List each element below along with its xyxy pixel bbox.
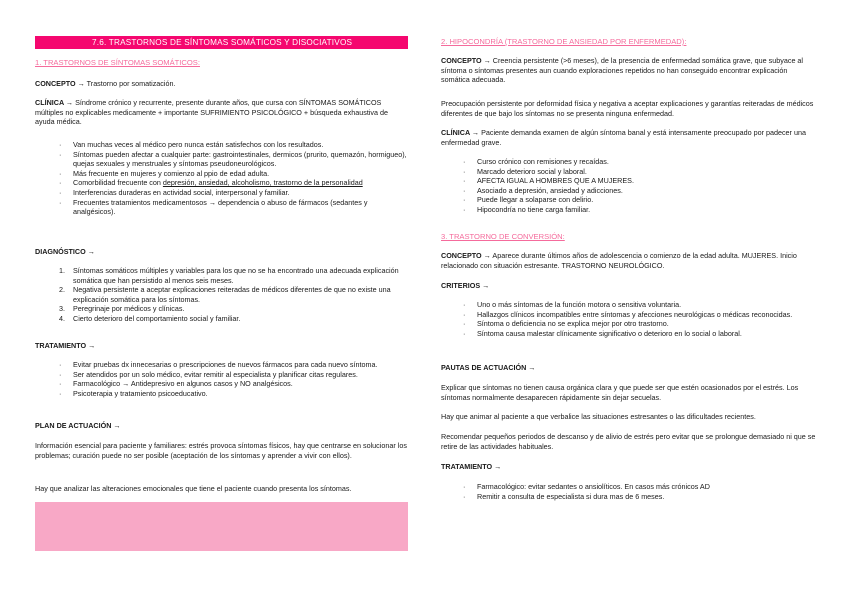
comorbilidad-lead: Comorbilidad frecuente con [73, 178, 163, 188]
plan-paragraph-1: Información esencial para paciente y familiares: estrés provoca síntomas físicos, hay que centrarse en solucionar los problemas; curación puede no ser posible (aceptación de los síntomas y aprender a vivir con ellos). [35, 441, 407, 460]
clinica-1-label: CLÍNICA → [35, 98, 74, 107]
list-item: 4. Cierto deterioro del comportamiento social y familiar. [59, 313, 241, 323]
concepto-1-label: CONCEPTO → [35, 79, 85, 88]
list-item: · Más frecuente en mujeres y comienzo al ppio de edad adulta. [59, 169, 408, 179]
list-item: · Farmacológico: evitar sedantes o ansiolíticos. En casos más crónicos AD [463, 482, 817, 492]
diagnostico-title: DIAGNÓSTICO → [35, 247, 95, 256]
list-item: · Curso crónico con remisiones y recaídas. [463, 157, 817, 167]
diagnostico-list [59, 266, 408, 324]
concepto-1-text: Trastorno por somatización. [86, 79, 176, 88]
list-item: · Asociado a depresión, ansiedad y adicciones. [463, 186, 817, 196]
highlight-box [35, 502, 408, 551]
diagnostico-item: Cierto deterioro del comportamiento social y familiar. [73, 313, 241, 323]
criterios-list [463, 300, 817, 338]
clinica-2 [441, 128, 817, 147]
list-item: · Van muchas veces al médico pero nunca están satisfechos con los resultados. [59, 140, 408, 150]
list-item: · Farmacológico → Antidepresivo en algunos casos y NO analgésicos. [59, 379, 408, 389]
pautas-title: PAUTAS DE ACTUACIÓN → [441, 363, 536, 372]
concepto-3-text: Aparece durante últimos años de adolescencia o comienzo de la edad adulta. MUJERES. Inicio relacionado con situación estresante. TRASTORNO NEUROLÓGICO. [441, 251, 797, 270]
list-item: · Hipocondría no tiene carga familiar. [463, 205, 817, 215]
comorbilidad-terms: depresión, ansiedad, alcoholismo, trastorno de la personalidad [162, 178, 363, 188]
list-item: · Remitir a consulta de especialista si dura mas de 6 meses. [463, 492, 817, 502]
preocupacion-paragraph: Preocupación persistente por deformidad física y negativa a aceptar explicaciones y garantías reiteradas de médicos diferentes de que bajo los síntomas no se presenta ninguna enfermedad. [441, 99, 814, 118]
list-item: · Uno o más síntomas de la función motora o sensitiva voluntaria. [463, 300, 817, 310]
clinica-1 [35, 98, 408, 127]
concepto-2-text: Creencia persistente (>6 meses), de la presencia de enfermedad somática grave, que subyace al síntoma o síntomas presentes aun cuando exploraciones repetidos no han conseguido encontrar explicación somática adecuada. [441, 56, 804, 85]
list-item: · Síntomas pueden afectar a cualquier parte: gastrointestinales, dermicos (prurito, quemazón, hormigueo), quejas sexuales y menstruales y síntomas pseudoneurológicos. [59, 150, 408, 169]
diagnostico-item: Síntomas somáticos múltiples y variables para los que no se ha encontrado una adecuada explicación somática que han persistido al menos seis meses. [73, 266, 399, 285]
section-2-title: 2. HIPOCONDRÍA (TRASTORNO DE ANSIEDAD POR ENFERMEDAD): [441, 37, 687, 46]
clinica-2-label: CLÍNICA → [441, 128, 480, 137]
list-item: · Interferencias duraderas en actividad social, interpersonal y familiar. [59, 188, 408, 198]
tratamiento-3-list [463, 482, 817, 501]
diagnostico-item: Peregrinaje por médicos y clínicas. [73, 304, 185, 314]
section-1-title: 1. TRASTORNOS DE SÍNTOMAS SOMÁTICOS: [35, 58, 200, 67]
section-3-title: 3. TRASTORNO DE CONVERSIÓN: [441, 232, 565, 241]
list-item [59, 178, 408, 188]
clinica-2-list [463, 157, 817, 215]
list-item: 2. Negativa persistente a aceptar explicaciones reiteradas de médicos diferentes de que no existe una explicación somática para los síntomas. [59, 285, 391, 304]
tratamiento-3-title: TRATAMIENTO → [441, 462, 502, 471]
list-item: · Hallazgos clínicos incompatibles entre síntomas y afecciones neurológicas o médicas reconocidas. [463, 310, 817, 320]
clinica-1-text: Síndrome crónico y recurrente, presente durante años, que cursa con SÍNTOMAS SOMÁTICOS múltiples no explicables medicamente + importante SUFRIMIENTO PSICOLÓGICO + búsqueda exhaustiva de ayuda médica. [35, 98, 389, 127]
list-item: · Síntoma o deficiencia no se explica mejor por otro trastorno. [463, 319, 817, 329]
pautas-paragraph-1: Explicar que síntomas no tienen causa orgánica clara y que puede ser que estén ocasionados por el estrés. Los síntomas normalmente desaparecen rápidamente sin dejar secuelas. [441, 383, 799, 402]
list-item: 1. Síntomas somáticos múltiples y variables para los que no se ha encontrado una adecuada explicación somática que han persistido al menos seis meses. [59, 266, 399, 285]
list-item: · AFECTA IGUAL A HOMBRES QUE A MUJERES. [463, 176, 817, 186]
list-item: · Psicoterapia y tratamiento psicoeducativo. [59, 389, 408, 399]
list-item: · Puede llegar a solaparse con delirio. [463, 195, 817, 205]
list-item: · Frecuentes tratamientos medicamentosos → dependencia o abuso de fármacos (sedantes y analgésicos). [59, 198, 408, 217]
pautas-paragraph-2: Hay que animar al paciente a que verbalice las situaciones estresantes o las dificultades recientes. [441, 412, 756, 421]
clinica-2-text: Paciente demanda examen de algún síntoma banal y está intensamente preocupado por padecer una enfermedad grave. [441, 128, 806, 147]
plan-title: PLAN DE ACTUACIÓN → [35, 421, 121, 430]
title-banner: 7.6. TRASTORNOS DE SÍNTOMAS SOMÁTICOS Y DISOCIATIVOS [35, 36, 408, 49]
clinica-1-list [59, 140, 408, 217]
list-item: · Evitar pruebas dx innecesarias o prescripciones de nuevos fármacos para cada nuevo síntoma. [59, 360, 408, 370]
concepto-2-label: CONCEPTO → [441, 56, 491, 65]
list-item: · Síntoma causa malestar clínicamente significativo o deterioro en lo social o laboral. [463, 329, 817, 339]
diagnostico-item: Negativa persistente a aceptar explicaciones reiteradas de médicos diferentes de que no existe una explicación somática para los síntomas. [73, 285, 391, 304]
list-item: · Ser atendidos por un solo médico, evitar remitir al especialista y planificar citas regulares. [59, 370, 408, 380]
pautas-paragraph-3: Recomendar pequeños periodos de descanso y de alivio de estrés pero evitar que se prolongue demasiado ni que se retire de las actividades habituales. [441, 432, 816, 451]
concepto-3 [441, 251, 817, 270]
list-item: 3. Peregrinaje por médicos y clínicas. [59, 304, 185, 314]
tratamiento-1-title: TRATAMIENTO → [35, 341, 96, 350]
concepto-2 [441, 56, 817, 85]
criterios-title: CRITERIOS → [441, 281, 490, 290]
list-item: · Marcado deterioro social y laboral. [463, 167, 817, 177]
tratamiento-1-list [59, 360, 408, 398]
concepto-1 [35, 79, 408, 89]
concepto-3-label: CONCEPTO → [441, 251, 491, 260]
plan-paragraph-2: Hay que analizar las alteraciones emocionales que tiene el paciente cuando presenta los síntomas. [35, 484, 352, 493]
